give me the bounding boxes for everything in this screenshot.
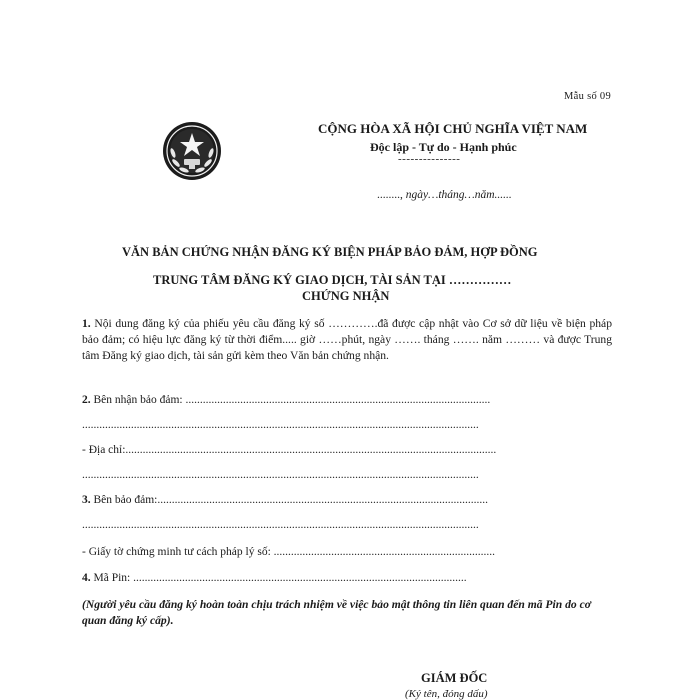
nation-name: CỘNG HÒA XÃ HỘI CHỦ NGHĨA VIỆT NAM [318, 121, 588, 136]
section-3-number: 3. [82, 494, 91, 506]
recipient-field-continuation: .......................................................................................................................................... [82, 419, 479, 431]
date-placeholder: ngày…tháng…năm...... [405, 189, 512, 201]
guarantor-label: Bên bảo đảm:................................................................................................................... [90, 494, 488, 506]
national-motto: Độc lập - Tự do - Hạnh phúc [370, 140, 517, 154]
pin-responsibility-note: (Người yêu cầu đăng ký hoàn toàn chịu trách nhiệm về việc bảo mật thông tin liên quan đến mã Pin do cơ quan đăng ký cấp). [82, 598, 591, 627]
address-field-continuation: .......................................................................................................................................... [82, 469, 479, 481]
header-separator: --------------- [398, 153, 461, 165]
address-field: - Địa chỉ:................................................................................................................................. [82, 444, 497, 456]
guarantor-field [82, 494, 488, 506]
signatory-title: GIÁM ĐỐC [421, 671, 488, 685]
national-emblem-icon [162, 121, 222, 181]
form-number: Mẫu số 09 [564, 91, 612, 102]
document-title-line-2: TRUNG TÂM ĐĂNG KÝ GIAO DỊCH, TÀI SẢN TẠI …………… [153, 273, 512, 287]
date-line [377, 189, 512, 201]
recipient-label: Bên nhận bảo đảm: .......................................................................................................... [90, 394, 491, 406]
document-title-line-1: VĂN BẢN CHỨNG NHẬN ĐĂNG KÝ BIỆN PHÁP BẢO ĐẢM, HỢP ĐỒNG [122, 245, 538, 259]
section-4-number: 4. [82, 572, 91, 584]
pin-label: Mã Pin: .................................................................................................................... [90, 572, 467, 584]
signature-instruction: (Ký tên, đóng dấu) [405, 688, 488, 700]
section-1-text: Nội dung đăng ký của phiếu yêu cầu đăng ký số ………….đã được cập nhật vào Cơ sở dữ liệu về biện pháp bảo đảm; có hiệu lực đăng ký từ thời điểm..... giờ ……phút, ngày ……. tháng ……. năm ……… và được Trung tâm Đăng ký giao dịch, tài sản gửi kèm theo Văn bản chứng nhận. [82, 317, 612, 362]
pin-field [82, 572, 467, 584]
section-1-number: 1. [82, 317, 91, 330]
recipient-field [82, 394, 490, 406]
place-placeholder: ........, [377, 189, 406, 201]
legal-document-field: - Giấy tờ chứng minh tư cách pháp lý số: ............................................................................. [82, 546, 496, 558]
document-title-line-3: CHỨNG NHẬN [302, 289, 390, 303]
section-2-number: 2. [82, 394, 91, 406]
guarantor-field-continuation: .......................................................................................................................................... [82, 519, 479, 531]
section-1-content [82, 316, 612, 364]
